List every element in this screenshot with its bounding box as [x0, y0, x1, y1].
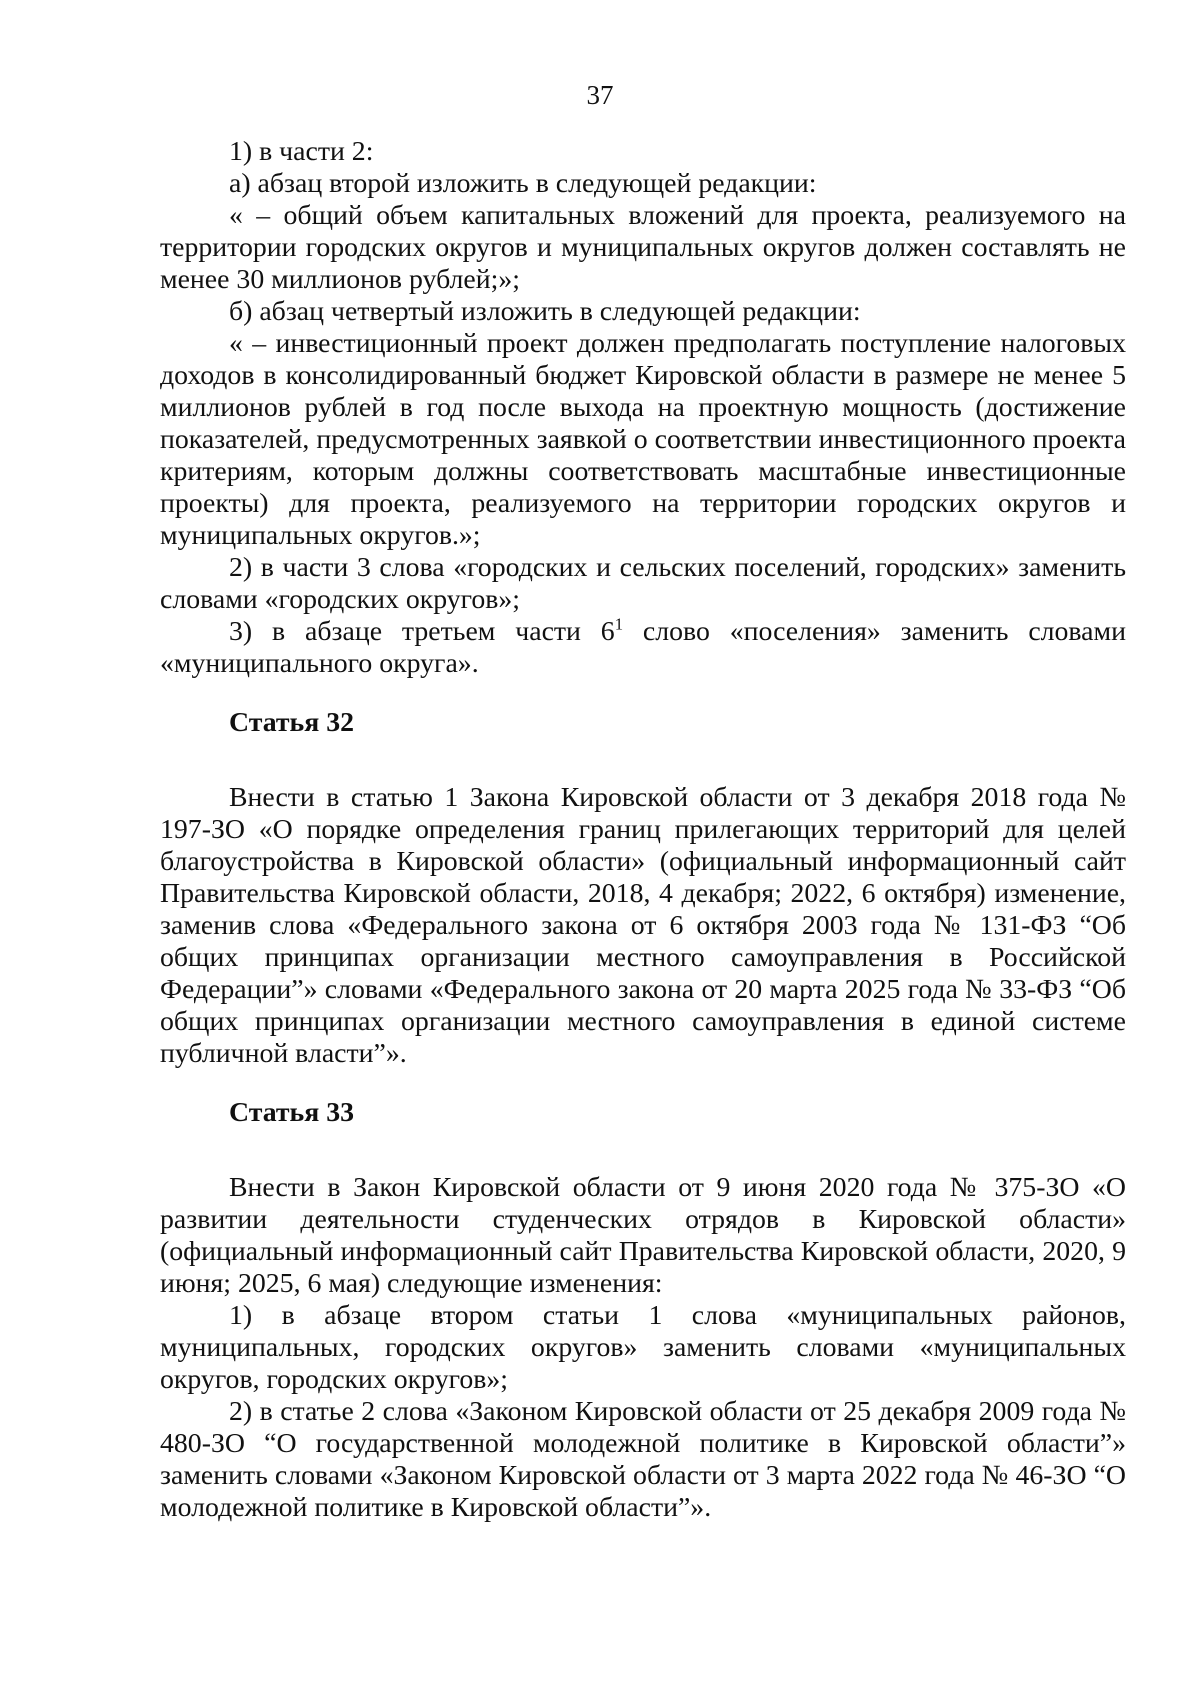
- document-body: [160, 136, 1126, 1524]
- paragraph-part2: 1) в части 2:: [229, 136, 374, 167]
- article-33-heading: Статья 33: [229, 1097, 355, 1128]
- paragraph-part3: 2) в части 3 слова «городских и сельских поселений, городских» заменить словами «городских округов»;: [160, 552, 1126, 615]
- paragraph-quote-b: « – инвестиционный проект должен предполагать поступление налоговых доходов в консолидированный бюджет Кировской области в размере не менее 5 миллионов рублей в год после выхода на проектную мощность (достижение показателей, предусмотренных заявкой о соответствии инвестиционного проекта критериям, которым должны соответствовать масштабные инвестиционные проекты) для проекта, реализуемого на территории городских округов и муниципальных округов.»;: [160, 328, 1126, 551]
- paragraph-part6: [160, 616, 1126, 680]
- article-32-heading: Статья 32: [229, 707, 355, 738]
- superscript: 1: [614, 614, 624, 634]
- paragraph-item-a: а) абзац второй изложить в следующей редакции:: [229, 168, 817, 199]
- paragraph-quote-a: « – общий объем капитальных вложений для проекта, реализуемого на территории городских округов и муниципальных округов должен составлять не менее 30 миллионов рублей;»;: [160, 200, 1126, 295]
- article-33-item-2: 2) в статье 2 слова «Законом Кировской области от 25 декабря 2009 года № 480-ЗО “О государственной молодежной политике в Кировской области”» заменить словами «Законом Кировской области от 3 марта 2022 года № 46-ЗО “О молодежной политике в Кировской области”».: [160, 1396, 1126, 1523]
- paragraph-item-b: б) абзац четвертый изложить в следующей редакции:: [229, 296, 861, 327]
- paragraph-part6-text-end: слово «поселения» заменить словами «муниципального округа».: [160, 616, 1126, 679]
- article-33-item-1: 1) в абзаце втором статьи 1 слова «муниципальных районов, муниципальных, городских округов» заменить словами «муниципальных округов, городских округов»;: [160, 1300, 1126, 1395]
- paragraph-part6-text: 3) в абзаце третьем части 6: [229, 616, 615, 647]
- page-number: 37: [586, 80, 614, 110]
- article-33-intro: Внести в Закон Кировской области от 9 июня 2020 года № 375-ЗО «О развитии деятельности студенческих отрядов в Кировской области» (официальный информационный сайт Правительства Кировской области, 2020, 9 июня; 2025, 6 мая) следующие изменения:: [160, 1172, 1126, 1299]
- article-32-text: Внести в статью 1 Закона Кировской области от 3 декабря 2018 года № 197-ЗО «О порядке определения границ прилегающих территорий для целей благоустройства в Кировской области» (официальный информационный сайт Правительства Кировской области, 2018, 4 декабря; 2022, 6 октября) изменение, заменив слова «Федерального закона от 6 октября 2003 года № 131-ФЗ “Об общих принципах организации местного самоуправления в Российской Федерации”» словами «Федерального закона от 20 марта 2025 года № 33-ФЗ “Об общих принципах организации местного самоуправления в единой системе публичной власти”».: [160, 782, 1126, 1069]
